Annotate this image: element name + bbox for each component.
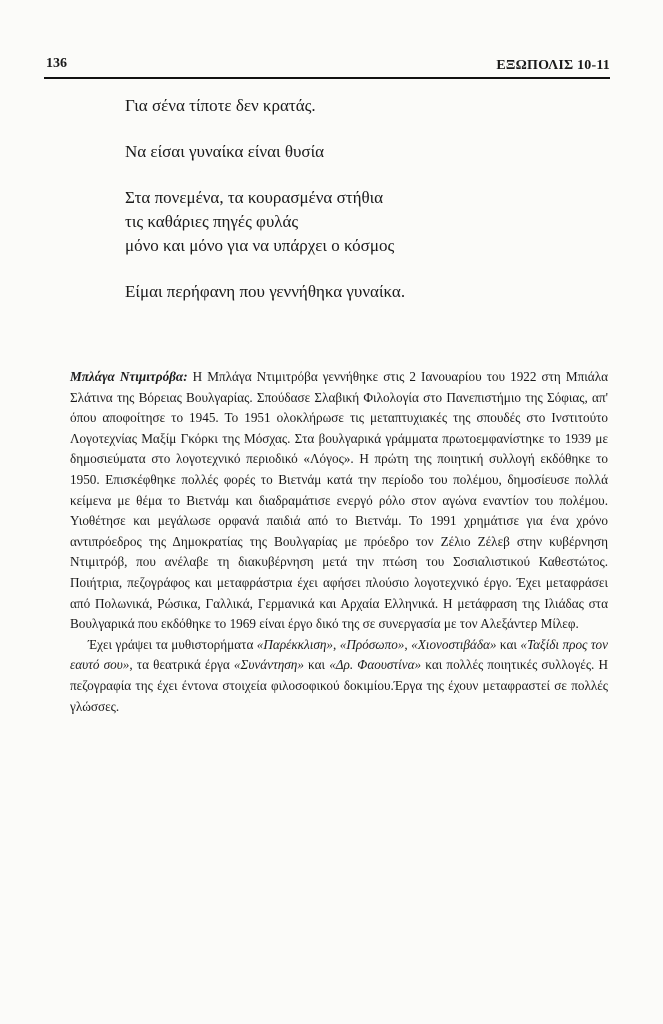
bio-text: , (333, 636, 340, 652)
poem-stanza (125, 94, 595, 118)
poem-line: τις καθάριες πηγές φυλάς (125, 212, 299, 231)
bio-text: και πολλές ποιητικές συλλογές. Η πεζογραφία της έχει έντονα στοιχεία φιλοσοφικού δοκιμίου.Έργα της έχουν μεταφραστεί σε πολλές γλώσσες. (70, 657, 608, 714)
poem (125, 94, 595, 326)
bio-text: Έχει γράψει τα μυθιστορήματα (88, 636, 257, 652)
bio-paragraph (70, 367, 608, 635)
poem-line: Στα πονεμένα, τα κουρασμένα στήθια (125, 188, 384, 207)
page-number: 136 (46, 56, 67, 71)
poem-line: Για σένα τίποτε δεν κρατάς. (125, 96, 316, 115)
poem-line: μόνο και μόνο για να υπάρχει ο κόσμος (125, 236, 395, 255)
novel-title: «Χιονοστιβάδα» (411, 636, 497, 652)
author-biography (70, 367, 608, 717)
bio-text: , (404, 636, 412, 652)
header-rule (44, 77, 610, 79)
novel-title: «Πρόσωπο» (339, 636, 405, 652)
journal-title: ΕΞΩΠΟΛΙΣ 10-11 (496, 58, 610, 73)
page-header (46, 52, 610, 76)
bio-text: και (496, 636, 521, 652)
novel-title: «Ταξίδι προς τον εαυτό σου» (70, 636, 608, 673)
bio-text: , τα θεατρικά έργα (129, 657, 234, 673)
poem-stanza (125, 186, 595, 258)
author-name-label: Μπλάγα Ντιμιτρόβα: (70, 369, 188, 384)
poem-stanza (125, 280, 595, 304)
bio-text: και (303, 657, 330, 673)
play-title: «Συνάντηση» (233, 657, 304, 673)
play-title: «Δρ. Φαουστίνα» (329, 657, 422, 673)
poem-line: Είμαι περήφανη που γεννήθηκα γυναίκα. (125, 282, 406, 301)
poem-stanza (125, 140, 595, 164)
bio-paragraph-works (70, 635, 608, 717)
bio-text: Η Μπλάγα Ντιμιτρόβα γεννήθηκε στις 2 Ιανουαρίου του 1922 στη Μπιάλα Σλάτινα της Βόρειας Βουλγαρίας. Σπούδασε Σλαβική Φιλολογία στο Πανεπιστήμιο της Σόφιας, απ' όπου αποφοίτησε το 1945. Το 1951 ολοκλήρωσε τις μεταπτυχιακές της σπουδές στο Ινστιτούτο Λογοτεχνίας Μαξίμ Γκόρκι της Μόσχας. Στα βουλγαρικά γράμματα πρωτοεμφανίστηκε το 1939 με δημοσιεύματα στο λογοτεχνικό περιοδικό «Λόγος». Η πρώτη της ποιητική συλλογή εκδόθηκε το 1950. Επισκέφθηκε πολλές φορές το Βιετνάμ κατά την περίοδο του πολέμου, δημοσίευσε πολλά κείμενα με θέμα το Βιετνάμ και διαδραμάτισε ενεργό ρόλο στον αγώνα εναντίον του πολέμου. Υιοθέτησε και μεγάλωσε ορφανά παιδιά από το Βιετνάμ. Το 1991 χρημάτισε για ένα χρόνο αντιπρόεδρος της Δημοκρατίας της Βουλγαρίας με πρόεδρο τον Ζέλιο Ζέλεβ στην κυβέρνηση Ντιμιτρόβ, που ανέλαβε τη διακυβέρνηση μετά την πτώση του Σοσιαλιστικού Καθεστώτος. Ποιήτρια, πεζογράφος και μεταφράστρια έχει αφήσει πλούσιο λογοτεχνικό έργο. Έχει μεταφράσει από Πολωνικά, Ρώσικα, Γαλλικά, Γερμανικά και Αρχαία Ελληνικά. Η μετάφραση της Ιλιάδας στα Βουλγαρικά που εκδόθηκε το 1969 είναι έργο δικό της σε συνεργασία με τον Αλεξάντερ Μίλεφ. (70, 369, 608, 632)
novel-title: «Παρέκκλιση» (256, 636, 334, 652)
poem-line: Να είσαι γυναίκα είναι θυσία (125, 142, 325, 161)
